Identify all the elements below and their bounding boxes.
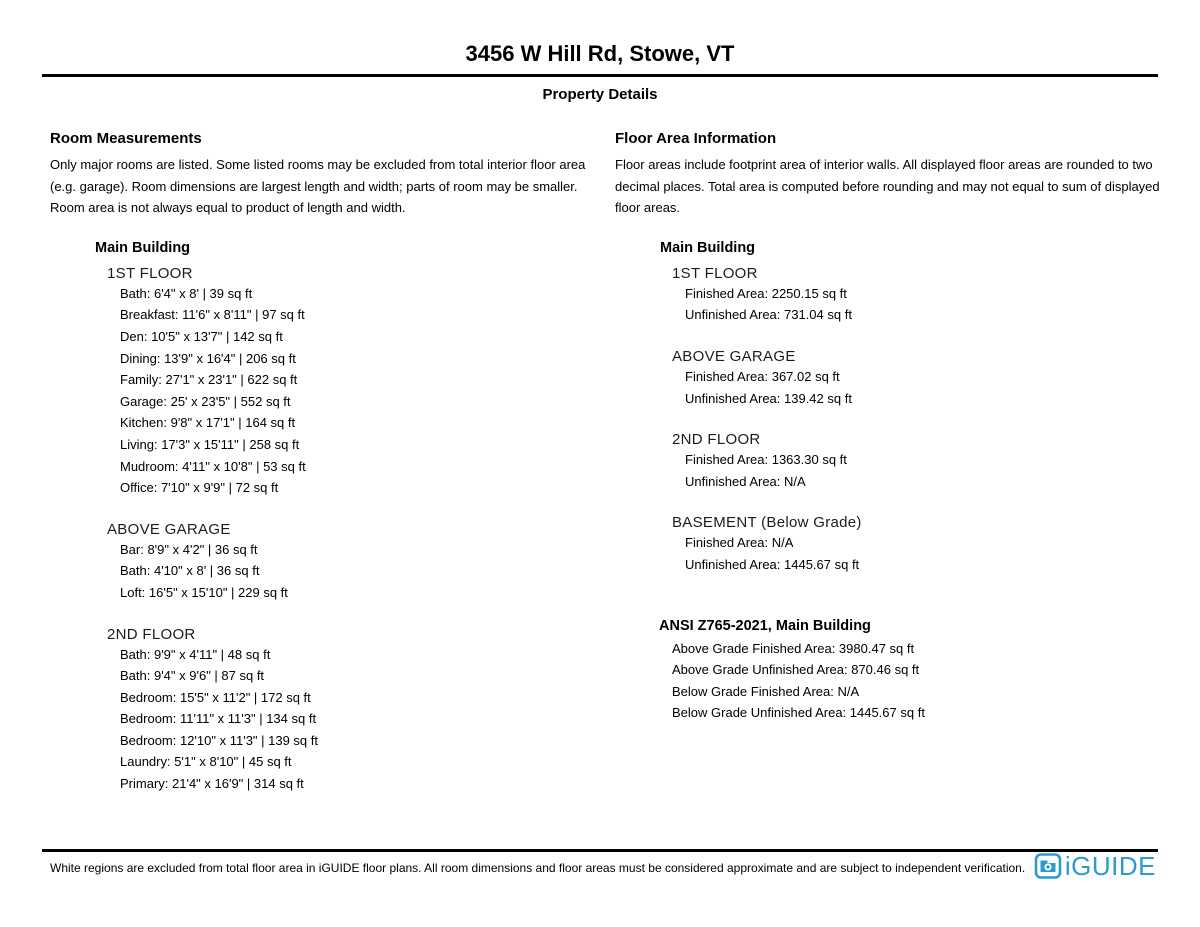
room-measurement-line: Dining: 13'9" x 16'4" | 206 sq ft — [120, 350, 296, 366]
content-columns — [0, 130, 1200, 795]
header-divider — [42, 74, 1158, 77]
room-floor-sections — [50, 264, 587, 795]
floor-label: 2ND FLOOR — [107, 625, 196, 643]
floor-area-description: Floor areas include footprint area of interior walls. All displayed floor areas are rounded to two decimal places. Total area is computed before rounding and may not equal to sum of displayed floor areas. — [615, 157, 1160, 216]
room-measurement-line: Office: 7'10" x 9'9" | 72 sq ft — [120, 480, 279, 496]
room-measurement-line: Den: 10'5" x 13'7" | 142 sq ft — [120, 328, 283, 344]
ansi-area-line: Below Grade Unfinished Area: 1445.67 sq ft — [672, 705, 925, 721]
room-measurement-line: Breakfast: 11'6" x 8'11" | 97 sq ft — [120, 307, 305, 323]
floor-area-line: Unfinished Area: 731.04 sq ft — [685, 307, 852, 323]
floor-label: BASEMENT (Below Grade) — [672, 514, 862, 532]
floor-label: 2ND FLOOR — [672, 431, 761, 449]
building-name: Main Building — [660, 239, 756, 256]
room-measurements-heading: Room Measurements — [50, 130, 202, 147]
floor-label: 1ST FLOOR — [107, 264, 193, 282]
room-measurement-line: Bedroom: 11'11" x 11'3" | 134 sq ft — [120, 711, 317, 727]
footer-disclaimer: White regions are excluded from total floor area in iGUIDE floor plans. All room dimensions and floor areas must be considered approximate and are subject to independent verification. — [50, 861, 1026, 875]
room-measurement-line: Mudroom: 4'11" x 10'8" | 53 sq ft — [120, 458, 306, 474]
room-measurement-line: Living: 17'3" x 15'11" | 258 sq ft — [120, 436, 300, 452]
floor-area-line: Unfinished Area: 1445.67 sq ft — [685, 556, 860, 572]
ansi-area-line: Above Grade Unfinished Area: 870.46 sq ft — [672, 662, 920, 678]
room-measurement-line: Family: 27'1" x 23'1" | 622 sq ft — [120, 372, 298, 388]
floor-area-line: Finished Area: 1363.30 sq ft — [685, 452, 847, 468]
room-measurement-line: Primary: 21'4" x 16'9" | 314 sq ft — [120, 776, 304, 792]
room-measurement-line: Bath: 9'9" x 4'11" | 48 sq ft — [120, 646, 271, 662]
ansi-lines — [615, 638, 1160, 724]
floor-area-line: Finished Area: 367.02 sq ft — [685, 368, 840, 384]
room-measurement-line: Bedroom: 15'5" x 11'2" | 172 sq ft — [120, 689, 311, 705]
ansi-area-line: Above Grade Finished Area: 3980.47 sq ft — [672, 640, 915, 656]
iguide-logo — [1034, 852, 1156, 880]
page-subtitle: Property Details — [542, 86, 658, 103]
floor-label: 1ST FLOOR — [672, 264, 758, 282]
room-measurement-line: Bath: 4'10" x 8' | 36 sq ft — [120, 563, 260, 579]
room-measurement-line: Bath: 6'4" x 8' | 39 sq ft — [120, 285, 253, 301]
area-floor-sections — [615, 264, 1160, 576]
room-measurements-description: Only major rooms are listed. Some listed rooms may be excluded from total interior floor area (e.g. garage). Room dimensions are largest length and width; parts of room may be smaller. Room area is not always equal to product of length and width. — [50, 157, 586, 216]
room-measurement-line: Bedroom: 12'10" x 11'3" | 139 sq ft — [120, 732, 319, 748]
room-measurements-section — [50, 130, 587, 795]
floor-label: ABOVE GARAGE — [672, 347, 796, 365]
iguide-logo-text: iGUIDE — [1064, 851, 1156, 881]
footer-divider — [42, 849, 1158, 852]
room-measurement-line: Bath: 9'4" x 9'6" | 87 sq ft — [120, 668, 265, 684]
floor-area-line: Finished Area: N/A — [685, 535, 794, 551]
room-measurement-line: Bar: 8'9" x 4'2" | 36 sq ft — [120, 541, 258, 557]
floor-area-heading: Floor Area Information — [615, 130, 777, 147]
floor-area-line: Unfinished Area: 139.42 sq ft — [685, 390, 852, 406]
floor-area-line: Unfinished Area: N/A — [685, 473, 806, 489]
floor-area-line: Finished Area: 2250.15 sq ft — [685, 285, 847, 301]
page-title: 3456 W Hill Rd, Stowe, VT — [465, 41, 735, 66]
room-measurement-line: Loft: 16'5" x 15'10" | 229 sq ft — [120, 584, 288, 600]
room-measurement-line: Garage: 25' x 23'5" | 552 sq ft — [120, 393, 291, 409]
building-name: Main Building — [95, 239, 191, 256]
iguide-camera-icon — [1034, 852, 1062, 880]
ansi-area-line: Below Grade Finished Area: N/A — [672, 683, 860, 699]
ansi-heading: ANSI Z765-2021, Main Building — [659, 617, 871, 634]
floor-area-section — [615, 130, 1160, 724]
floor-label: ABOVE GARAGE — [107, 520, 231, 538]
room-measurement-line: Laundry: 5'1" x 8'10" | 45 sq ft — [120, 754, 292, 770]
room-measurement-line: Kitchen: 9'8" x 17'1" | 164 sq ft — [120, 415, 296, 431]
